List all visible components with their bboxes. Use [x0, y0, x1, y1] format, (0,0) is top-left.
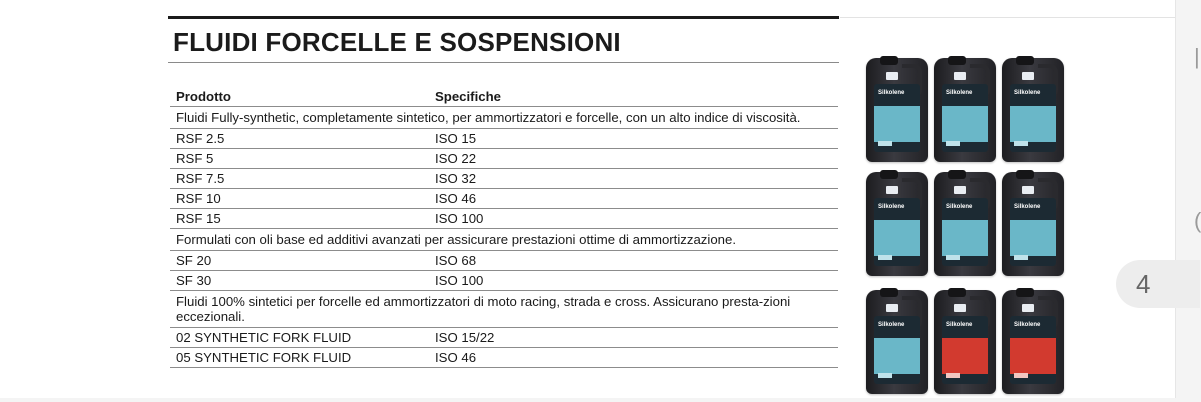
bottle-cap: [1016, 288, 1034, 297]
label-tag: [946, 373, 960, 378]
bottle-label: [942, 198, 988, 266]
bottle-label: [1010, 198, 1056, 266]
label-tag: [946, 141, 960, 146]
label-color-band: [942, 106, 988, 142]
bottle-cap: [880, 288, 898, 297]
product-bottle: [1002, 290, 1064, 394]
product-bottle: [866, 172, 928, 276]
product-cell: 05 SYNTHETIC FORK FLUID: [170, 348, 429, 368]
spec-cell: ISO 68: [429, 251, 838, 271]
product-bottle: [866, 290, 928, 394]
header-spec: Specifiche: [429, 86, 838, 107]
spec-cell: ISO 46: [429, 189, 838, 209]
table-row: [170, 169, 838, 189]
bottle-brand-text: Silkolene: [1014, 322, 1041, 328]
top-hairline: [840, 17, 1175, 18]
spec-cell: ISO 22: [429, 149, 838, 169]
product-bottle: [934, 58, 996, 162]
bottle-brand-text: Silkolene: [1014, 204, 1041, 210]
spec-cell: ISO 32: [429, 169, 838, 189]
brand-logo-icon: [1022, 72, 1034, 80]
group-description: Formulati con oli base ed additivi avanzati per assicurare prestazioni ottime di ammortizzazione.: [170, 229, 838, 251]
group-description-row: [170, 291, 838, 328]
product-cell: SF 30: [170, 271, 429, 291]
spec-cell: ISO 46: [429, 348, 838, 368]
label-color-band: [874, 106, 920, 142]
table-header-row: [170, 86, 838, 107]
bottle-cap: [880, 56, 898, 65]
bottle-label: [1010, 316, 1056, 384]
bottle-label: [874, 84, 920, 152]
label-color-band: [1010, 338, 1056, 374]
label-tag: [1014, 255, 1028, 260]
bottle-label: [874, 316, 920, 384]
label-color-band: [1010, 220, 1056, 256]
header-product: Prodotto: [170, 86, 429, 107]
brand-logo-icon: [954, 304, 966, 312]
table-row: [170, 328, 838, 348]
product-cell: SF 20: [170, 251, 429, 271]
table-row: [170, 129, 838, 149]
top-rule: [168, 16, 839, 19]
bottle-cap: [948, 170, 966, 179]
product-cell: RSF 15: [170, 209, 429, 229]
bottle-brand-text: Silkolene: [946, 322, 973, 328]
label-tag: [1014, 373, 1028, 378]
spec-cell: ISO 15: [429, 129, 838, 149]
bottle-label: [874, 198, 920, 266]
table-row: [170, 271, 838, 291]
label-tag: [878, 373, 892, 378]
section-title: FLUIDI FORCELLE E SOSPENSIONI: [173, 27, 621, 57]
spec-table: [170, 86, 838, 368]
brand-logo-icon: [954, 72, 966, 80]
edge-fragment-icon: |: [1194, 44, 1200, 69]
brand-logo-icon: [1022, 304, 1034, 312]
bottle-brand-text: Silkolene: [946, 90, 973, 96]
bottle-cap: [1016, 56, 1034, 65]
product-cell: 02 SYNTHETIC FORK FLUID: [170, 328, 429, 348]
spec-cell: ISO 15/22: [429, 328, 838, 348]
label-color-band: [942, 338, 988, 374]
label-tag: [878, 141, 892, 146]
bottle-cap: [948, 56, 966, 65]
group-description-row: [170, 229, 838, 251]
product-bottle: [934, 172, 996, 276]
product-cell: RSF 2.5: [170, 129, 429, 149]
bottle-brand-text: Silkolene: [878, 90, 905, 96]
spec-cell: ISO 100: [429, 271, 838, 291]
bottle-label: [942, 84, 988, 152]
table-row: [170, 209, 838, 229]
label-color-band: [1010, 106, 1056, 142]
bottle-label: [1010, 84, 1056, 152]
product-bottles-image: [862, 52, 1077, 397]
bottle-brand-text: Silkolene: [946, 204, 973, 210]
table-row: [170, 149, 838, 169]
product-cell: RSF 5: [170, 149, 429, 169]
label-tag: [946, 255, 960, 260]
brand-logo-icon: [886, 186, 898, 194]
brand-logo-icon: [886, 304, 898, 312]
bottle-cap: [1016, 170, 1034, 179]
spec-cell: ISO 100: [429, 209, 838, 229]
label-tag: [1014, 141, 1028, 146]
group-description: Fluidi 100% sintetici per forcelle ed ammortizzatori di moto racing, strada e cross. Assicurano presta-zioni eccezionali.: [170, 291, 838, 328]
label-tag: [878, 255, 892, 260]
bottle-brand-text: Silkolene: [878, 322, 905, 328]
bottle-brand-text: Silkolene: [1014, 90, 1041, 96]
brand-logo-icon: [1022, 186, 1034, 194]
group-description-row: [170, 107, 838, 129]
brand-logo-icon: [886, 72, 898, 80]
edge-fragment-icon: (: [1194, 208, 1201, 233]
bottle-label: [942, 316, 988, 384]
label-color-band: [942, 220, 988, 256]
bottle-cap: [948, 288, 966, 297]
product-bottle: [1002, 58, 1064, 162]
table-row: [170, 348, 838, 368]
product-bottle: [866, 58, 928, 162]
product-bottle: [934, 290, 996, 394]
bottle-cap: [880, 170, 898, 179]
table-row: [170, 251, 838, 271]
product-cell: RSF 10: [170, 189, 429, 209]
table-row: [170, 189, 838, 209]
product-cell: RSF 7.5: [170, 169, 429, 189]
label-color-band: [874, 220, 920, 256]
brand-logo-icon: [954, 186, 966, 194]
bottle-brand-text: Silkolene: [878, 204, 905, 210]
page-number-badge[interactable]: 4: [1116, 260, 1200, 308]
label-color-band: [874, 338, 920, 374]
title-divider: [168, 62, 839, 63]
product-bottle: [1002, 172, 1064, 276]
group-description: Fluidi Fully-synthetic, completamente sintetico, per ammortizzatori e forcelle, con un alto indice di viscosità.: [170, 107, 838, 129]
